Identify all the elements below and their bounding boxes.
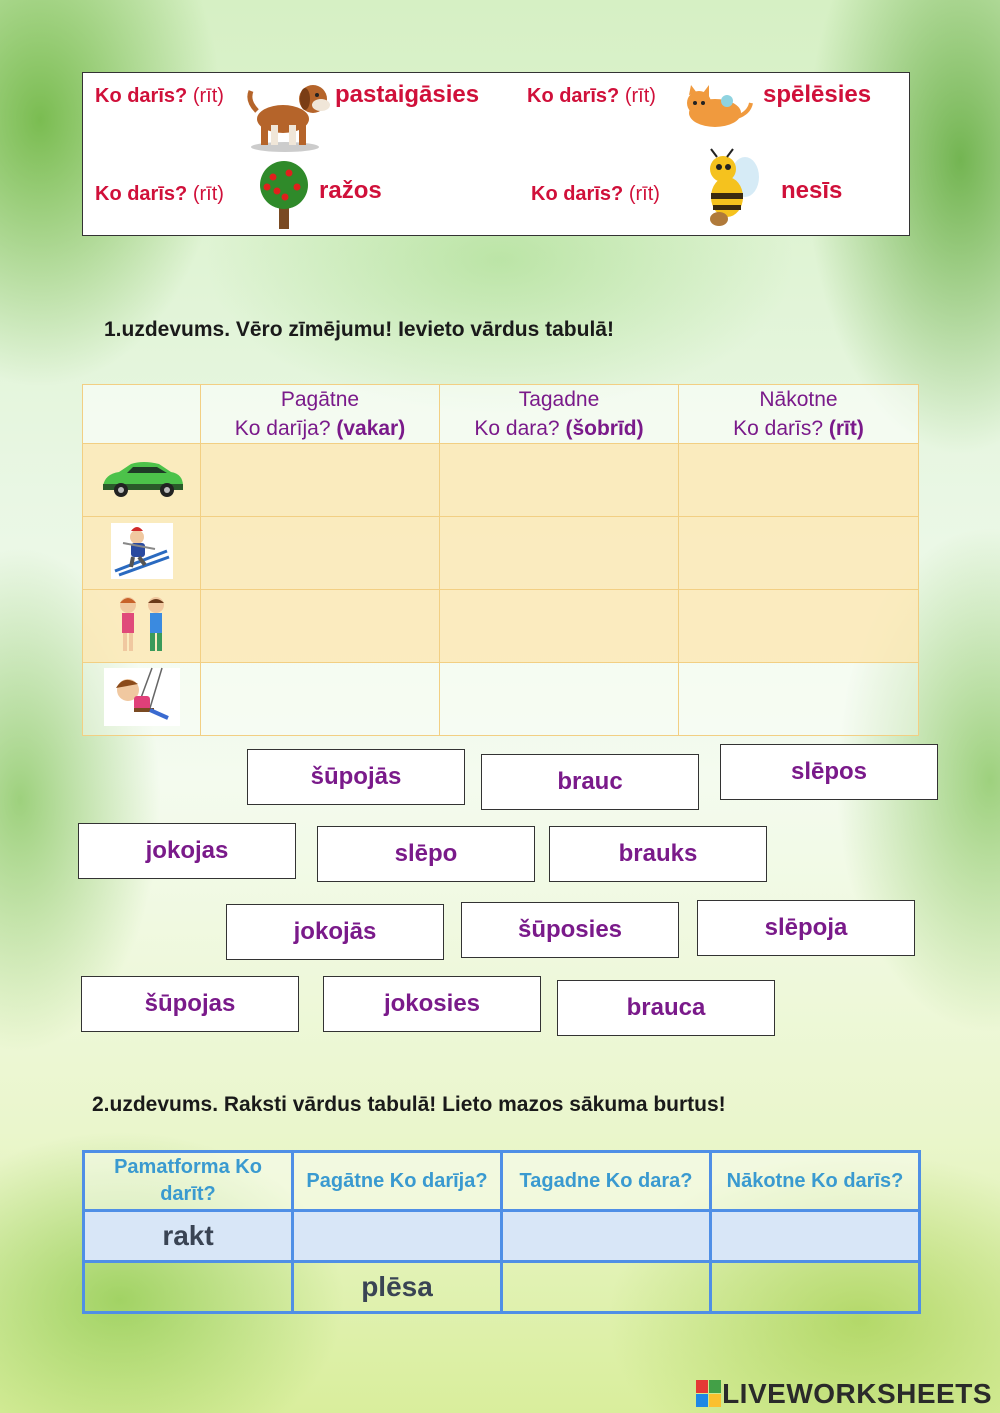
- answer-cell[interactable]: [201, 444, 440, 517]
- word-card[interactable]: slēpos: [720, 744, 938, 800]
- dog-icon: [241, 75, 335, 155]
- answer-cell[interactable]: [679, 517, 919, 590]
- example-question: Ko darīs? (rīt): [531, 183, 660, 205]
- word-card[interactable]: jokojās: [226, 904, 444, 960]
- task1-table: [82, 384, 919, 736]
- car-icon: [97, 456, 187, 500]
- column-marker: (rīt): [828, 417, 864, 440]
- column-marker: (šobrīd): [565, 417, 644, 440]
- picture-cell: [83, 517, 201, 590]
- word-card[interactable]: jokojas: [78, 823, 296, 879]
- liveworksheets-logo-text: LIVEWORKSHEETS: [722, 1378, 992, 1409]
- answer-cell[interactable]: [440, 590, 679, 663]
- answer-cell[interactable]: [293, 1211, 502, 1262]
- answer-cell[interactable]: [440, 517, 679, 590]
- answer-cell[interactable]: [440, 444, 679, 517]
- liveworksheets-logo-icon: [696, 1380, 722, 1408]
- answer-cell[interactable]: [502, 1262, 711, 1313]
- example-verb: pastaigāsies: [335, 81, 480, 108]
- kitten-icon: [677, 83, 755, 133]
- examples-box: [82, 72, 910, 236]
- given-word-cell: plēsa: [293, 1262, 502, 1313]
- word-card[interactable]: šūposies: [461, 902, 679, 958]
- header-cell: Pamatforma Ko darīt?: [84, 1152, 293, 1211]
- girl-swinging-icon: [102, 666, 182, 728]
- table-row: [83, 517, 919, 590]
- picture-cell: [83, 444, 201, 517]
- column-title: Tagadne: [518, 388, 600, 411]
- answer-cell[interactable]: [679, 663, 919, 736]
- header-cell-past: [201, 385, 440, 444]
- word-card[interactable]: brauks: [549, 826, 767, 882]
- table-row: [83, 444, 919, 517]
- example-question: Ko darīs? (rīt): [527, 85, 656, 107]
- answer-cell[interactable]: [711, 1211, 920, 1262]
- word-card[interactable]: brauc: [481, 754, 699, 810]
- answer-cell[interactable]: [502, 1211, 711, 1262]
- example-question: Ko darīs? (rīt): [95, 183, 224, 205]
- example-question: Ko darīs? (rīt): [95, 85, 224, 107]
- word-card[interactable]: slēpoja: [697, 900, 915, 956]
- word-card[interactable]: jokosies: [323, 976, 541, 1032]
- header-cell: Pagātne Ko darīja?: [293, 1152, 502, 1211]
- picture-cell: [83, 590, 201, 663]
- answer-cell[interactable]: [440, 663, 679, 736]
- table-header-row: [84, 1152, 920, 1211]
- answer-cell[interactable]: [201, 517, 440, 590]
- skier-icon: [109, 521, 175, 581]
- task2-instruction: 2.uzdevums. Raksti vārdus tabulā! Lieto mazos sākuma burtus!: [92, 1093, 726, 1116]
- example-verb: nesīs: [781, 177, 843, 204]
- example-verb: spēlēsies: [763, 81, 872, 108]
- answer-cell[interactable]: [201, 663, 440, 736]
- word-card[interactable]: šūpojās: [247, 749, 465, 805]
- picture-cell: [83, 663, 201, 736]
- apple-tree-icon: [251, 159, 317, 231]
- word-card[interactable]: slēpo: [317, 826, 535, 882]
- task1-instruction: 1.uzdevums. Vēro zīmējumu! Ievieto vārdus tabulā!: [104, 318, 614, 341]
- bee-icon: [693, 147, 765, 231]
- answer-cell[interactable]: [711, 1262, 920, 1313]
- children-joking-icon: [110, 593, 174, 655]
- header-cell-future: [679, 385, 919, 444]
- table-row: [84, 1211, 920, 1262]
- header-cell: Tagadne Ko dara?: [502, 1152, 711, 1211]
- table-header-row: [83, 385, 919, 444]
- column-marker: (vakar): [336, 417, 406, 440]
- word-card[interactable]: brauca: [557, 980, 775, 1036]
- column-question: Ko darīs?: [733, 417, 824, 440]
- answer-cell[interactable]: [201, 590, 440, 663]
- liveworksheets-logo: [696, 1379, 992, 1409]
- column-title: Pagātne: [280, 388, 360, 411]
- header-cell: Nākotne Ko darīs?: [711, 1152, 920, 1211]
- header-empty-cell: [83, 385, 201, 444]
- answer-cell[interactable]: [84, 1262, 293, 1313]
- answer-cell[interactable]: [679, 590, 919, 663]
- word-card[interactable]: šūpojas: [81, 976, 299, 1032]
- table-row: [83, 590, 919, 663]
- table-row: [83, 663, 919, 736]
- task2-table: [82, 1150, 921, 1314]
- answer-cell[interactable]: [679, 444, 919, 517]
- column-title: Nākotne: [759, 388, 838, 411]
- column-question: Ko darīja?: [234, 417, 331, 440]
- header-cell-present: [440, 385, 679, 444]
- given-word-cell: rakt: [84, 1211, 293, 1262]
- column-question: Ko dara?: [474, 417, 560, 440]
- example-verb: ražos: [319, 177, 382, 204]
- table-row: [84, 1262, 920, 1313]
